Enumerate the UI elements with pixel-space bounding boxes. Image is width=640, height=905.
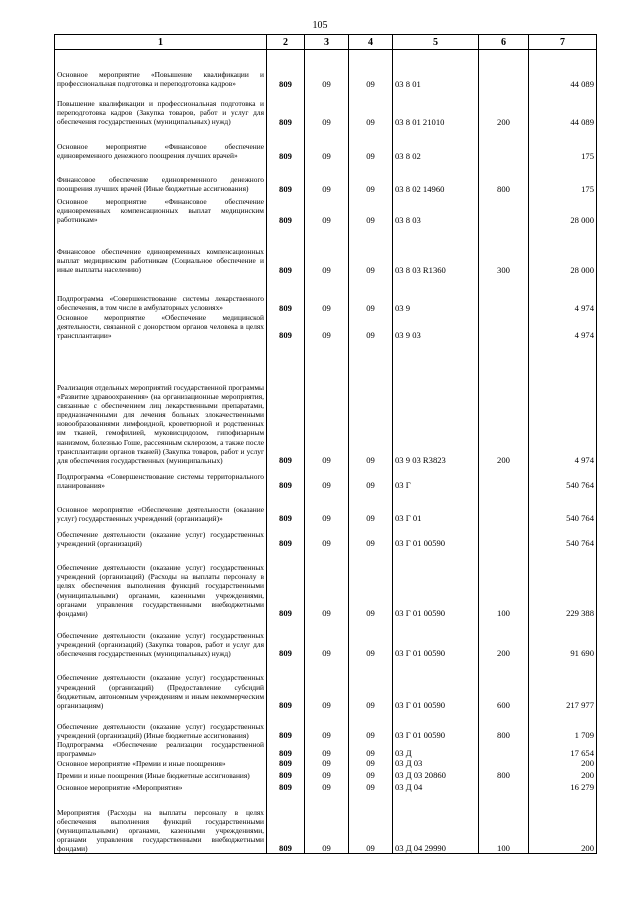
- row-cell-2: 809: [267, 340, 305, 465]
- row-description: Подпрограмма «Совершенствование системы территориального планирования»: [55, 465, 267, 490]
- table-row: [55, 161, 597, 194]
- row-description: Обеспечение деятельности (оказание услуг) государственных учреждений (организаций): [55, 523, 267, 548]
- row-cell-4: 09: [349, 194, 393, 225]
- row-cell-3: 09: [305, 658, 349, 710]
- row-cell-3: 09: [305, 523, 349, 548]
- row-description: Основное мероприятие «Мероприятия»: [55, 780, 267, 792]
- row-cell-2: 809: [267, 161, 305, 194]
- row-cell-7: 28 000: [529, 194, 597, 225]
- row-cell-6: [479, 490, 529, 523]
- col-header-6: 6: [479, 35, 529, 50]
- row-cell-7: 217 977: [529, 658, 597, 710]
- row-cell-7: 229 388: [529, 548, 597, 618]
- row-cell-5: 03 Г 01 00590: [393, 710, 479, 740]
- row-cell-7: 200: [529, 768, 597, 780]
- row-cell-4: 09: [349, 50, 393, 89]
- row-cell-7: 175: [529, 127, 597, 161]
- table-row: [55, 50, 597, 89]
- table-row: [55, 780, 597, 792]
- row-cell-2: 809: [267, 780, 305, 792]
- row-cell-4: 09: [349, 758, 393, 768]
- row-cell-4: 09: [349, 658, 393, 710]
- row-cell-4: 09: [349, 792, 393, 854]
- row-cell-7: 1 709: [529, 710, 597, 740]
- row-cell-3: 09: [305, 161, 349, 194]
- row-description: Мероприятия (Расходы на выплаты персоналу в целях обеспечения выполнения функций государственными (муниципальными) органами, казенными учреждениями, органами управления государственными внебюджетными фондами): [55, 792, 267, 854]
- row-cell-4: 09: [349, 127, 393, 161]
- col-header-3: 3: [305, 35, 349, 50]
- row-cell-4: 09: [349, 710, 393, 740]
- row-cell-6: [479, 780, 529, 792]
- row-cell-3: 09: [305, 340, 349, 465]
- row-description: Подпрограмма «Обеспечение реализации государственной программы»: [55, 740, 267, 758]
- row-cell-6: [479, 465, 529, 490]
- budget-table: [54, 34, 597, 854]
- row-cell-3: 09: [305, 768, 349, 780]
- row-cell-4: 09: [349, 490, 393, 523]
- row-cell-4: 09: [349, 780, 393, 792]
- row-cell-4: 09: [349, 340, 393, 465]
- row-cell-3: 09: [305, 225, 349, 275]
- table-row: [55, 768, 597, 780]
- row-cell-4: 09: [349, 275, 393, 313]
- table-row: [55, 313, 597, 340]
- row-cell-2: 809: [267, 50, 305, 89]
- row-cell-7: 4 974: [529, 275, 597, 313]
- row-cell-5: 03 8 01 21010: [393, 89, 479, 127]
- row-cell-7: 16 279: [529, 780, 597, 792]
- row-cell-3: 09: [305, 275, 349, 313]
- row-cell-2: 809: [267, 658, 305, 710]
- row-cell-6: [479, 275, 529, 313]
- table-row: [55, 710, 597, 740]
- row-cell-7: 540 764: [529, 490, 597, 523]
- row-cell-3: 09: [305, 50, 349, 89]
- row-cell-6: [479, 758, 529, 768]
- row-cell-3: 09: [305, 194, 349, 225]
- row-cell-7: 200: [529, 758, 597, 768]
- row-cell-4: 09: [349, 313, 393, 340]
- row-cell-2: 809: [267, 89, 305, 127]
- row-cell-5: 03 8 03 R1360: [393, 225, 479, 275]
- row-cell-4: 09: [349, 225, 393, 275]
- page-number: 105: [312, 20, 328, 31]
- row-cell-4: 09: [349, 89, 393, 127]
- row-description: Основное мероприятие «Финансовое обеспечение единовременных компенсационных выплат медицинским работникам»: [55, 194, 267, 225]
- row-cell-2: 809: [267, 225, 305, 275]
- table-row: [55, 490, 597, 523]
- row-cell-3: 09: [305, 465, 349, 490]
- row-cell-7: 540 764: [529, 465, 597, 490]
- row-cell-2: 809: [267, 127, 305, 161]
- row-description: Основное мероприятие «Обеспечение деятельности (оказание услуг) государственных учреждений (организаций)»: [55, 490, 267, 523]
- row-cell-5: 03 Д 03: [393, 758, 479, 768]
- row-cell-5: 03 Г 01 00590: [393, 548, 479, 618]
- row-cell-5: 03 9 03 R3823: [393, 340, 479, 465]
- row-cell-4: 09: [349, 740, 393, 758]
- row-cell-6: 300: [479, 225, 529, 275]
- col-header-7: 7: [529, 35, 597, 50]
- row-cell-7: 44 089: [529, 89, 597, 127]
- table-row: [55, 225, 597, 275]
- row-cell-5: 03 Д: [393, 740, 479, 758]
- row-cell-6: [479, 127, 529, 161]
- row-cell-3: 09: [305, 792, 349, 854]
- row-cell-3: 09: [305, 710, 349, 740]
- row-cell-3: 09: [305, 127, 349, 161]
- row-cell-6: [479, 194, 529, 225]
- row-cell-5: 03 Г 01 00590: [393, 618, 479, 658]
- row-cell-2: 809: [267, 523, 305, 548]
- row-cell-3: 09: [305, 313, 349, 340]
- row-cell-3: 09: [305, 490, 349, 523]
- table-row: [55, 740, 597, 758]
- col-header-4: 4: [349, 35, 393, 50]
- table-row: [55, 658, 597, 710]
- table-row: [55, 194, 597, 225]
- row-cell-4: 09: [349, 523, 393, 548]
- row-description: Основное мероприятие «Премии и иные поощрения»: [55, 758, 267, 768]
- row-cell-5: 03 Г 01 00590: [393, 658, 479, 710]
- row-cell-4: 09: [349, 618, 393, 658]
- table-row: [55, 618, 597, 658]
- row-cell-7: 540 764: [529, 523, 597, 548]
- row-cell-7: 200: [529, 792, 597, 854]
- row-cell-4: 09: [349, 161, 393, 194]
- row-cell-3: 09: [305, 780, 349, 792]
- table-row: [55, 523, 597, 548]
- row-cell-6: 800: [479, 710, 529, 740]
- row-cell-2: 809: [267, 490, 305, 523]
- row-cell-6: 100: [479, 548, 529, 618]
- row-cell-6: 100: [479, 792, 529, 854]
- row-cell-6: [479, 50, 529, 89]
- row-cell-3: 09: [305, 548, 349, 618]
- row-description: Подпрограмма «Совершенствование системы лекарственного обеспечения, в том числе в амбулаторных условиях»: [55, 275, 267, 313]
- row-cell-2: 809: [267, 768, 305, 780]
- table-row: [55, 465, 597, 490]
- row-cell-6: [479, 740, 529, 758]
- row-cell-5: 03 8 03: [393, 194, 479, 225]
- row-cell-5: 03 Г 01: [393, 490, 479, 523]
- row-cell-2: 809: [267, 275, 305, 313]
- row-cell-6: 800: [479, 161, 529, 194]
- row-cell-6: 200: [479, 89, 529, 127]
- row-cell-5: 03 Г: [393, 465, 479, 490]
- table-row: [55, 758, 597, 768]
- row-cell-7: 91 690: [529, 618, 597, 658]
- row-cell-2: 809: [267, 740, 305, 758]
- row-cell-7: 28 000: [529, 225, 597, 275]
- row-cell-5: 03 8 02 14960: [393, 161, 479, 194]
- row-cell-2: 809: [267, 194, 305, 225]
- row-cell-6: 600: [479, 658, 529, 710]
- row-cell-7: 4 974: [529, 340, 597, 465]
- row-description: Финансовое обеспечение единовременных компенсационных выплат медицинским работникам (Социальное обеспечение и иные выплаты населению): [55, 225, 267, 275]
- row-cell-2: 809: [267, 758, 305, 768]
- table-row: [55, 89, 597, 127]
- row-cell-3: 09: [305, 758, 349, 768]
- row-cell-5: 03 8 01: [393, 50, 479, 89]
- row-description: Реализация отдельных мероприятий государственной программы «Развитие здравоохранения» (на организационные мероприятия, связанные с обеспечением лиц лекарственными препаратами, предназначенными для лечения больных злокачественными новообразованиями лимфоидной, кроветворной и родственных им тканей, гемофилией, муковисцидозом, гипофизарным нанизмом, болезнью Гоше, рассеянным склерозом, а также после трансплантации органов тканей) (Закупка товаров, работ и услуг для обеспечения государственных (муниципальных): [55, 340, 267, 465]
- row-cell-2: 809: [267, 465, 305, 490]
- col-header-1: 1: [55, 35, 267, 50]
- row-description: Обеспечение деятельности (оказание услуг) государственных учреждений (организаций) (Предоставление субсидий бюджетным, автономным учреждениям и иным некоммерческим организациям): [55, 658, 267, 710]
- row-cell-6: 800: [479, 768, 529, 780]
- header-row: [55, 35, 597, 50]
- row-cell-7: 175: [529, 161, 597, 194]
- table-row: [55, 275, 597, 313]
- row-description: Премии и иные поощрения (Иные бюджетные ассигнования): [55, 768, 267, 780]
- row-description: Обеспечение деятельности (оказание услуг) государственных учреждений (организаций) (Иные бюджетные ассигнования): [55, 710, 267, 740]
- row-cell-3: 09: [305, 740, 349, 758]
- row-cell-4: 09: [349, 548, 393, 618]
- row-cell-5: 03 Д 03 20860: [393, 768, 479, 780]
- row-description: Обеспечение деятельности (оказание услуг) государственных учреждений (организаций) (Расходы на выплаты персоналу в целях обеспечения выполнения функций государственными (муниципальными) органами, казенными учреждениями, органами управления государственными внебюджетными фондами): [55, 548, 267, 618]
- row-cell-2: 809: [267, 792, 305, 854]
- row-cell-7: 4 974: [529, 313, 597, 340]
- col-header-2: 2: [267, 35, 305, 50]
- row-cell-7: 17 654: [529, 740, 597, 758]
- row-cell-5: 03 Г 01 00590: [393, 523, 479, 548]
- row-cell-5: 03 9 03: [393, 313, 479, 340]
- row-cell-6: 200: [479, 618, 529, 658]
- row-cell-2: 809: [267, 710, 305, 740]
- row-description: Основное мероприятие «Обеспечение медицинской деятельности, связанной с донорством органов человека в целях трансплантации»: [55, 313, 267, 340]
- col-header-5: 5: [393, 35, 479, 50]
- table-row: [55, 792, 597, 854]
- row-cell-4: 09: [349, 768, 393, 780]
- row-cell-6: [479, 313, 529, 340]
- row-cell-6: 200: [479, 340, 529, 465]
- row-cell-2: 809: [267, 313, 305, 340]
- row-cell-5: 03 9: [393, 275, 479, 313]
- row-cell-4: 09: [349, 465, 393, 490]
- row-cell-5: 03 Д 04 29990: [393, 792, 479, 854]
- row-cell-7: 44 089: [529, 50, 597, 89]
- row-cell-2: 809: [267, 618, 305, 658]
- row-description: Обеспечение деятельности (оказание услуг) государственных учреждений (организаций) (Закупка товаров, работ и услуг для обеспечения государственных (муниципальных) нужд): [55, 618, 267, 658]
- row-description: Повышение квалификации и профессиональная подготовка и переподготовка кадров (Закупка товаров, работ и услуг для обеспечения государственных (муниципальных) нужд): [55, 89, 267, 127]
- table-row: [55, 127, 597, 161]
- row-cell-6: [479, 523, 529, 548]
- row-cell-3: 09: [305, 89, 349, 127]
- row-cell-2: 809: [267, 548, 305, 618]
- row-description: Основное мероприятие «Повышение квалификации и профессиональная подготовка и переподготовка кадров»: [55, 50, 267, 89]
- table-row: [55, 548, 597, 618]
- table-row: [55, 340, 597, 465]
- row-cell-3: 09: [305, 618, 349, 658]
- row-cell-5: 03 8 02: [393, 127, 479, 161]
- row-cell-5: 03 Д 04: [393, 780, 479, 792]
- row-description: Финансовое обеспечение единовременного денежного поощрения лучших врачей (Иные бюджетные ассигнования): [55, 161, 267, 194]
- row-description: Основное мероприятие «Финансовое обеспечение единовременного денежного поощрения лучших врачей»: [55, 127, 267, 161]
